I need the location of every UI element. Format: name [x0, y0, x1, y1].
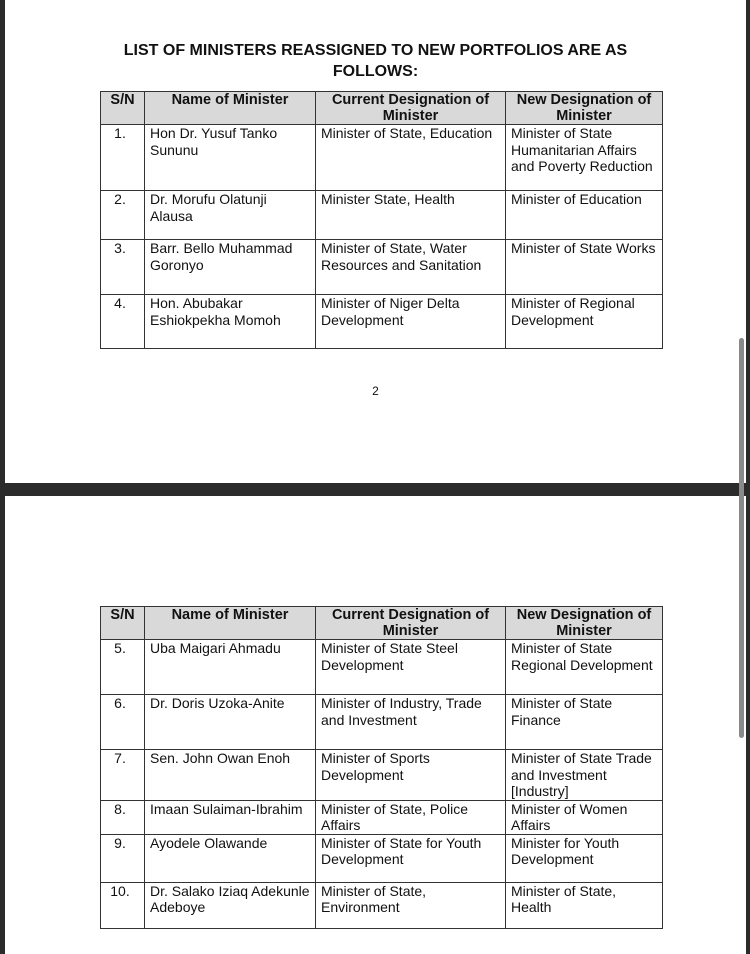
row-new-designation: Minister of Regional Development	[506, 295, 663, 349]
row-sn: 9.	[101, 834, 145, 882]
header-current-designation: Current Designation of Minister	[316, 607, 506, 640]
document-page-2	[5, 496, 746, 954]
vertical-scrollbar[interactable]	[739, 338, 744, 738]
row-current-designation: Minister of State, Environment	[316, 882, 506, 928]
row-sn: 1.	[101, 125, 145, 191]
row-new-designation: Minister of State Works	[506, 240, 663, 295]
ministers-table-page-2	[100, 606, 663, 929]
table-row	[101, 240, 663, 295]
row-name: Hon. Abubakar Eshiokpekha Momoh	[145, 295, 316, 349]
row-current-designation: Minister of State for Youth Development	[316, 834, 506, 882]
row-new-designation: Minister of State, Health	[506, 882, 663, 928]
document-title	[5, 40, 746, 82]
document-page-1	[5, 0, 746, 483]
row-current-designation: Minister State, Health	[316, 191, 506, 240]
row-current-designation: Minister of State, Education	[316, 125, 506, 191]
header-new-designation: New Designation of Minister	[506, 92, 663, 125]
table-header-row	[101, 92, 663, 125]
row-name: Hon Dr. Yusuf Tanko Sununu	[145, 125, 316, 191]
row-sn: 2.	[101, 191, 145, 240]
table-row	[101, 640, 663, 695]
table-row	[101, 750, 663, 801]
table-row	[101, 695, 663, 750]
table-row	[101, 295, 663, 349]
document-title-line-2: FOLLOWS:	[332, 63, 419, 80]
row-current-designation: Minister of State Steel Development	[316, 640, 506, 695]
row-current-designation: Minister of Niger Delta Development	[316, 295, 506, 349]
row-name: Barr. Bello Muhammad Goronyo	[145, 240, 316, 295]
row-name: Ayodele Olawande	[145, 834, 316, 882]
row-current-designation: Minister of Industry, Trade and Investment	[316, 695, 506, 750]
row-current-designation: Minister of State, Police Affairs	[316, 800, 506, 834]
row-new-designation: Minister of State Finance	[506, 695, 663, 750]
row-sn: 5.	[101, 640, 145, 695]
row-sn: 4.	[101, 295, 145, 349]
ministers-table-page-1	[100, 91, 663, 349]
header-sn: S/N	[101, 607, 145, 640]
page-number: 2	[372, 384, 379, 398]
row-name: Sen. John Owan Enoh	[145, 750, 316, 801]
table-row	[101, 125, 663, 191]
table-header-row	[101, 607, 663, 640]
header-current-designation: Current Designation of Minister	[316, 92, 506, 125]
row-name: Dr. Doris Uzoka-Anite	[145, 695, 316, 750]
row-sn: 8.	[101, 800, 145, 834]
header-name-of-minister: Name of Minister	[145, 92, 316, 125]
row-name: Dr. Salako Iziaq Adekunle Adeboye	[145, 882, 316, 928]
row-current-designation: Minister of Sports Development	[316, 750, 506, 801]
header-name-of-minister: Name of Minister	[145, 607, 316, 640]
row-sn: 7.	[101, 750, 145, 801]
table-row	[101, 834, 663, 882]
row-name: Dr. Morufu Olatunji Alausa	[145, 191, 316, 240]
row-new-designation: Minister of State Trade and Investment [Industry]	[506, 750, 663, 801]
row-new-designation: Minister for Youth Development	[506, 834, 663, 882]
row-name: Uba Maigari Ahmadu	[145, 640, 316, 695]
table-row	[101, 800, 663, 834]
row-name: Imaan Sulaiman-Ibrahim	[145, 800, 316, 834]
document-title-line-1: LIST OF MINISTERS REASSIGNED TO NEW PORTFOLIOS ARE AS	[123, 42, 628, 59]
row-sn: 3.	[101, 240, 145, 295]
row-new-designation: Minister of Women Affairs	[506, 800, 663, 834]
table-row	[101, 191, 663, 240]
row-sn: 6.	[101, 695, 145, 750]
row-new-designation: Minister of Education	[506, 191, 663, 240]
row-current-designation: Minister of State, Water Resources and Sanitation	[316, 240, 506, 295]
row-sn: 10.	[101, 882, 145, 928]
row-new-designation: Minister of State Regional Development	[506, 640, 663, 695]
header-new-designation: New Designation of Minister	[506, 607, 663, 640]
table-row	[101, 882, 663, 928]
row-new-designation: Minister of State Humanitarian Affairs and Poverty Reduction	[506, 125, 663, 191]
header-sn: S/N	[101, 92, 145, 125]
